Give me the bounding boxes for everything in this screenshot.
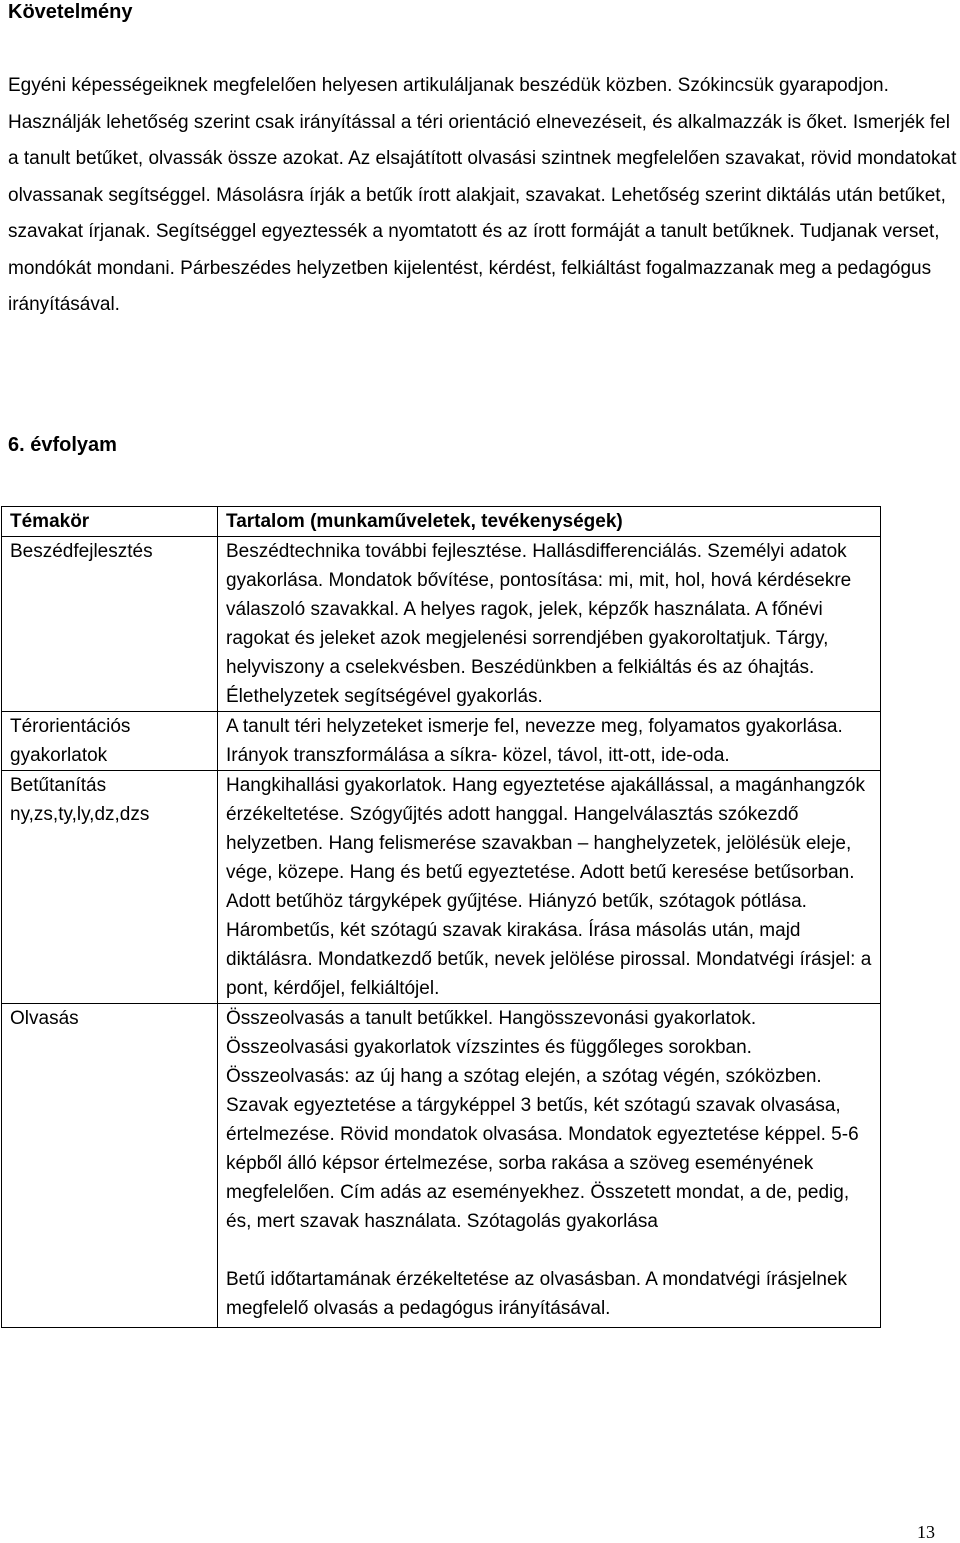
column-header-topic: Témakör [2,507,218,537]
content-paragraph: Összeolvasás a tanult betűkkel. Hangösszevonási gyakorlatok. Összeolvasási gyakorlatok vízszintes és függőleges sorokban. Összeolvasás: az új hang a szótag elején, a szótag végén, szóközben. Szavak egyeztetése a tárgyképpel 3 betűs, két szótagú szavak olvasása, értelmezése. Rövid mondatok olvasása. Mondatok egyeztetése képpel. 5-6 képből álló képsor értelmezése, sorba rakása a szöveg eseményének megfelelően. Cím adás az eseményekhez. Összetett mondat, a de, pedig, és, mert szavak használata. Szótagolás gyakorlása [226,1008,859,1232]
table-row [2,537,881,712]
content-cell [218,1004,881,1328]
content-cell: Beszédtechnika további fejlesztése. Hallásdifferenciálás. Személyi adatok gyakorlása. Mondatok bővítése, pontosítása: mi, mit, hol, hová kérdésekre válaszoló szavakkal. A helyes ragok, jelek, képzők használata. A főnévi ragokat és jeleket azok megjelenési sorrendjében gyakoroltatjuk. Tárgy, helyviszony a cselekvésben. Beszédünkben a felkiáltás és az óhajtás. Élethelyzetek segítségével gyakorlás. [218,537,881,712]
content-cell: Hangkihallási gyakorlatok. Hang egyeztetése ajakállással, a magánhangzók érzékeltetése. Szógyűjtés adott hanggal. Hangelválasztás szókezdő helyzetben. Hang felismerése szavakban – hanghelyzetek, jelölésük eleje, vége, közepe. Hang és betű egyeztetése. Adott betű keresése betűsorban. Adott betűhöz tárgyképek gyűjtése. Hiányzó betűk, szótagok pótlása. Hárombetűs, két szótagú szavak kirakása. Írása másolás után, majd diktálásra. Mondatkezdő betűk, nevek jelölése pirossal. Mondatvégi írásjel: a pont, kérdőjel, felkiáltójel. [218,771,881,1004]
curriculum-table [1,506,881,1328]
content-cell: A tanult téri helyzeteket ismerje fel, nevezze meg, folyamatos gyakorlása. Irányok transzformálása a síkra- közel, távol, itt-ott, ide-oda. [218,712,881,771]
page-number: 13 [917,1522,935,1542]
requirements-paragraph: Egyéni képességeiknek megfelelően helyesen artikuláljanak beszédük közben. Szókincsük gyarapodjon. Használják lehetőség szerint csak irányítással a téri orientáció elnevezéseit, és alkalmazzák is őket. Ismerjék fel a tanult betűket, olvassák össze azokat. Az elsajátított olvasási szintnek megfelelően szavakat, rövid mondatokat olvassanak segítséggel. Másolásra írják a betűk írott alakjait, szavakat. Lehetőség szerint diktálás után betűket, szavakat írjanak. Segítséggel egyeztessék a nyomtatott és az írott formáját a tanult betűknek. Tudjanak verset, mondókát mondani. Párbeszédes helyzetben kijelentést, kérdést, felkiáltást fogalmazzanak meg a pedagógus irányításával. [8,75,957,315]
topic-cell: Betűtanítás ny,zs,ty,ly,dz,dzs [2,771,218,1004]
table-row [2,1004,881,1328]
table-row [2,771,881,1004]
grade-title: 6. évfolyam [8,434,117,456]
table-header-row [2,507,881,537]
topic-cell: Olvasás [2,1004,218,1328]
table-row [2,712,881,771]
content-paragraph: Betű időtartamának érzékeltetése az olvasásban. A mondatvégi írásjelnek megfelelő olvasás a pedagógus irányításával. [226,1269,848,1319]
topic-cell: Beszédfejlesztés [2,537,218,712]
topic-cell: Térorientációs gyakorlatok [2,712,218,771]
column-header-content: Tartalom (munkaműveletek, tevékenységek) [218,507,881,537]
section-title: Követelmény [8,1,133,23]
